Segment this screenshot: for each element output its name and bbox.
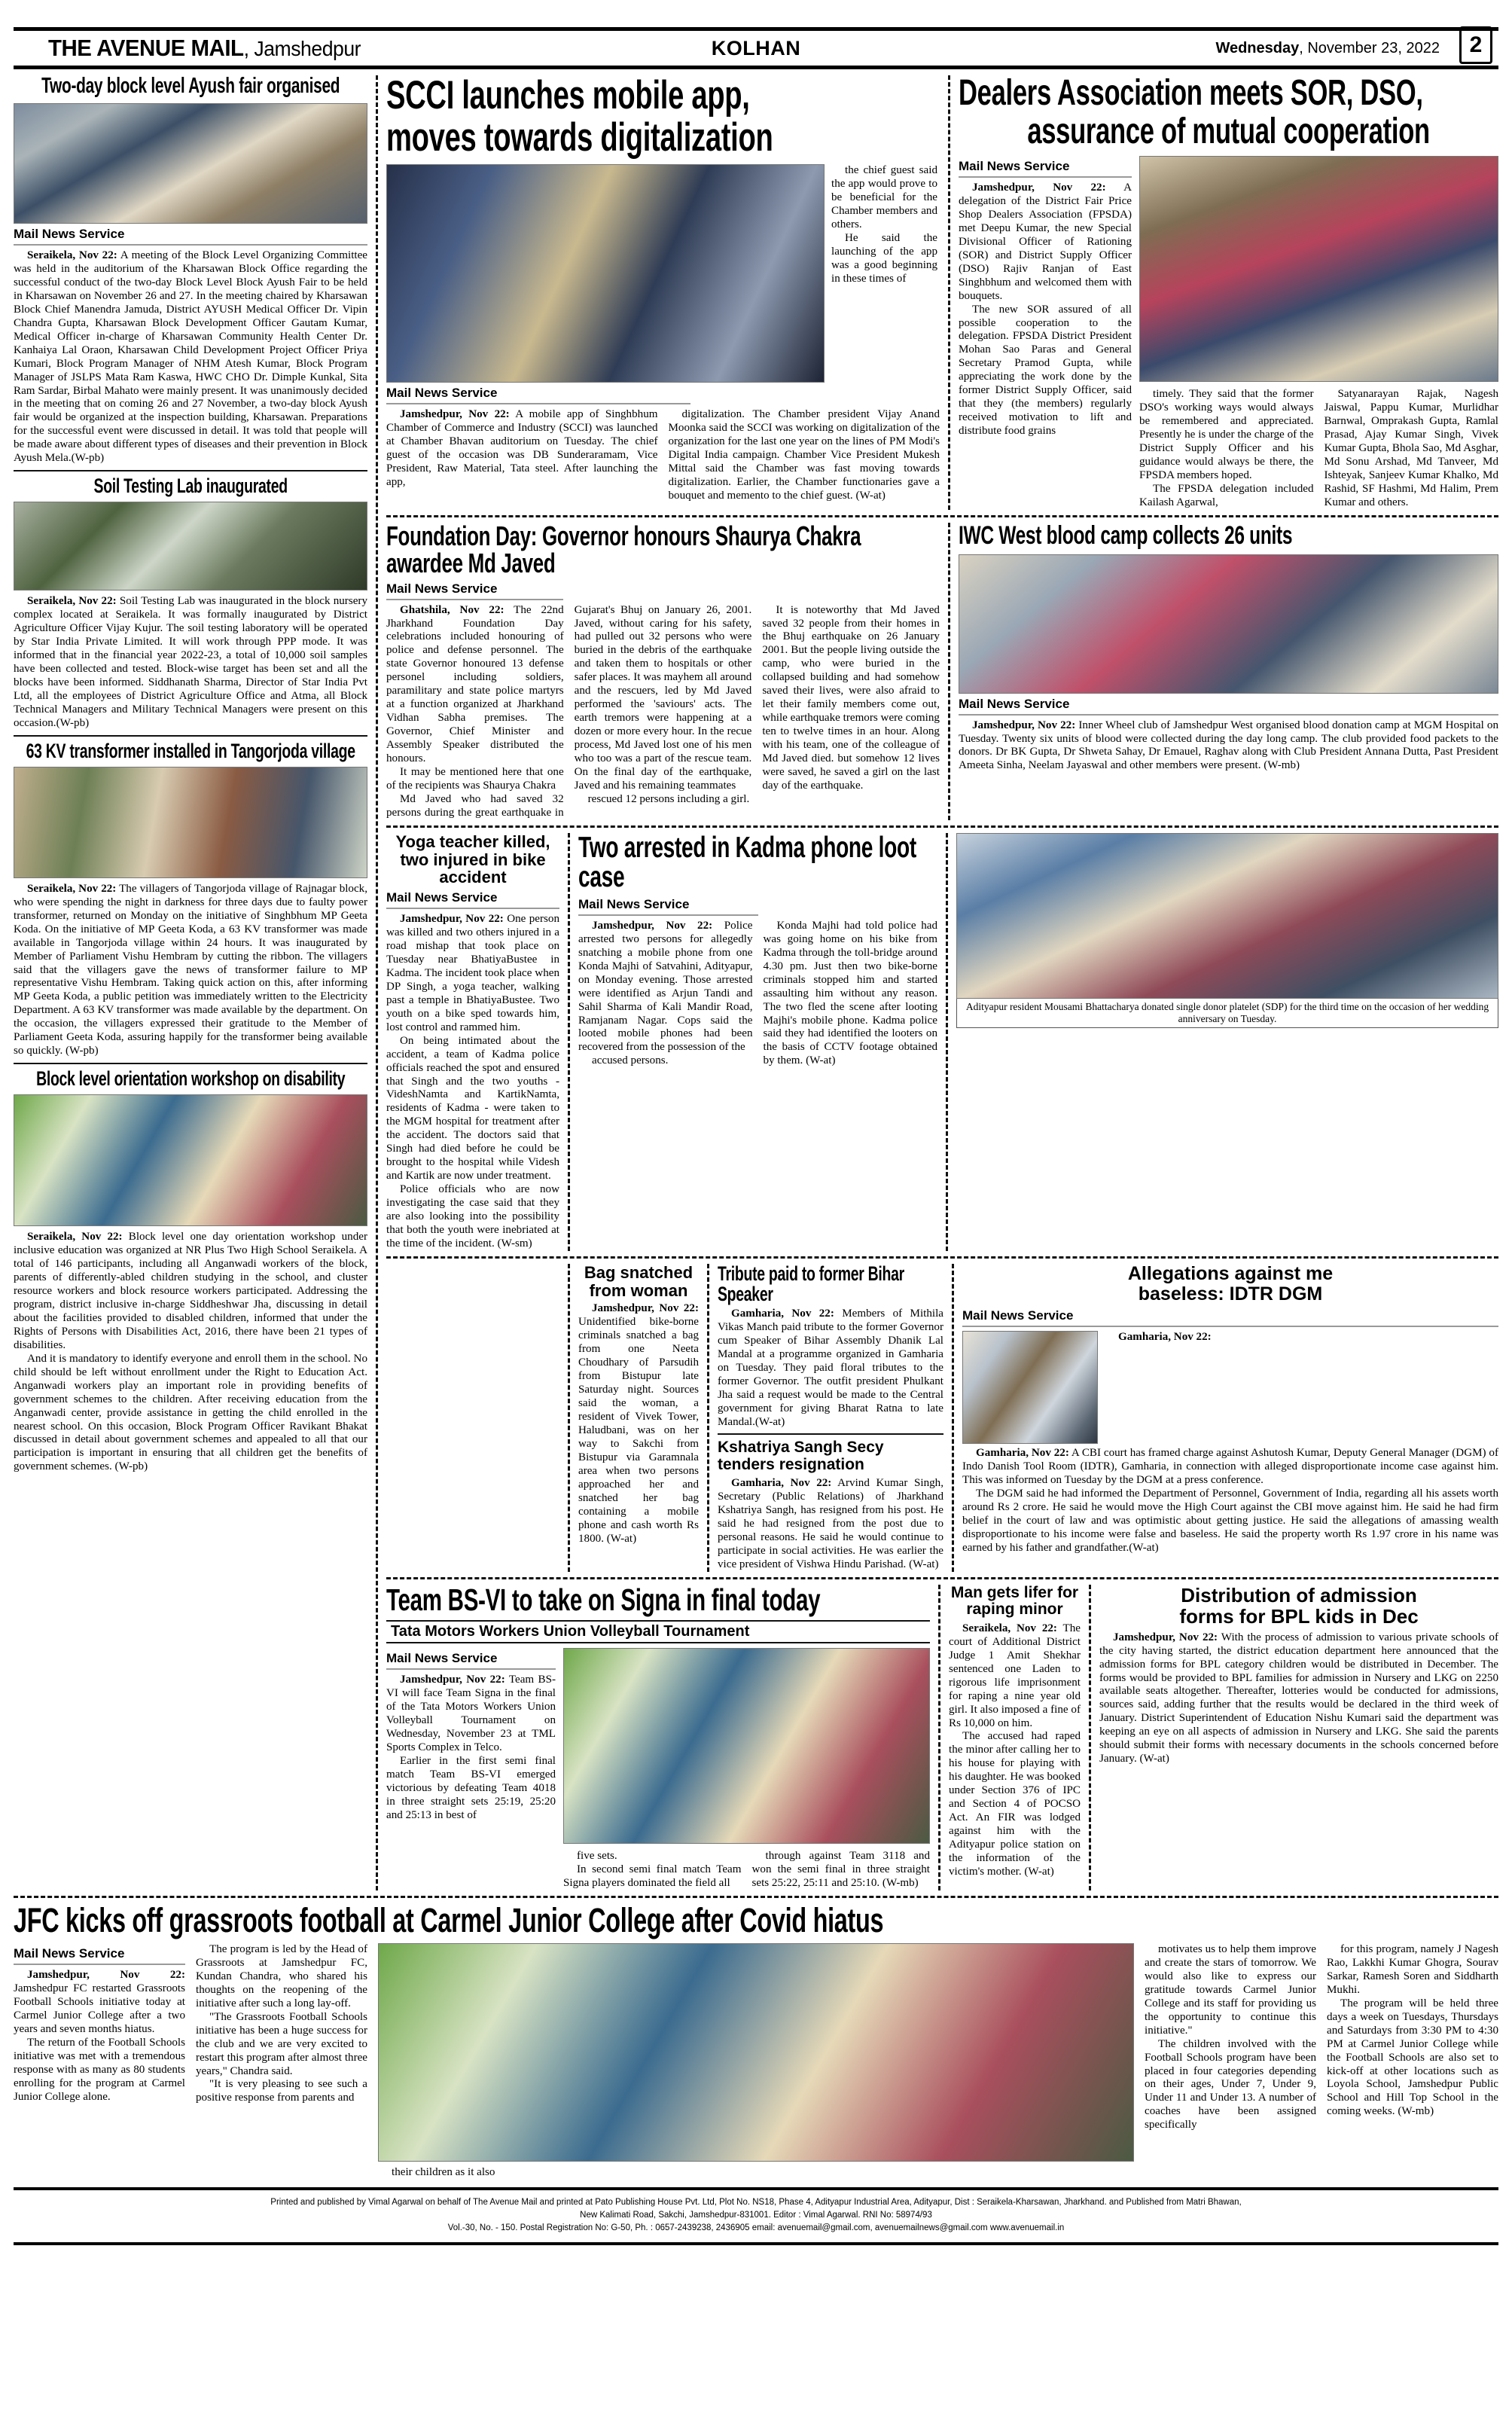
article-kshatriya-body: Gamharia, Nov 22: Arvind Kumar Singh, Secretary (Public Relations) of Jharkhand Kshatriya Sangh, has resigned from his post. He said he had resigned from the post due to personal reasons. He said he would continue to participate in social activities. He was earlier the vice president of Vishwa Hindu Parishad. (W-at) <box>718 1476 943 1570</box>
adityapur-photo-block <box>956 833 1498 1251</box>
section-title: KOLHAN <box>711 36 801 60</box>
divider <box>386 515 1498 517</box>
article-iwc-headline: IWC West blood camp collects 26 units <box>959 520 1293 550</box>
article-iwc-byline: Mail News Service <box>959 696 1070 711</box>
article-iwc-body: Jamshedpur, Nov 22: Inner Wheel club of Jamshedpur West organised blood donation camp at MGM Hospital on Tuesday. Twenty six units of blood were collected during the day long camp. The club provided food packets to the donors. Dr BK Gupta, Dr Shweta Sahay, Dr Emauel, Raghav along with Club President Annana Dutta, Past President Ameeta Sinha, Neelam Jayaswal and other members were present. (W-mb) <box>959 719 1498 772</box>
article-foundation-headline: Foundation Day: Governor honours Shaurya Chakra awardee Md Javed <box>386 520 861 578</box>
article-jfc-byline: Mail News Service <box>14 1945 125 1961</box>
divider <box>718 1433 943 1435</box>
footer-line-3: Vol.-30, No. - 150. Postal Registration No: G-50, Ph. : 0657-2439238, 2436905 email: avenuemail@gmail.com, avenuemailnews@gmail.com www.avenuemail.in <box>447 2223 1065 2233</box>
page-number: 2 <box>1459 26 1492 64</box>
column-divider <box>568 833 570 1251</box>
divider <box>14 1964 185 1965</box>
article-dealers-headline-line2: assurance of mutual cooperation <box>1027 111 1430 151</box>
article-yoga-headline: Yoga teacher killed, two injured in bike accident <box>395 832 550 887</box>
article-tribute <box>718 1264 943 1430</box>
article-tribute-body: Gamharia, Nov 22: Members of Mithila Vikas Manch paid tribute to the former Governor cum Speaker of Bihar Assembly Dhanik Lal Mandal at a programme organized in Gamharia on Tuesday. They paid floral tributes to the former Governor. The outfit president Phulkant Jha said a request would be made to the Central government for giving Bharat Ratna to late Mandal.(W-at) <box>718 1307 943 1428</box>
article-rape-body: Seraikela, Nov 22: The court of Additional District Judge 1 Amit Shekhar sentenced one Laden to rigorous life imprisonment for raping a nine year old girl. It also imposed a fine of Rs 10,000 on him. The accused had raped the minor after calling her to his house for playing with his daughter. He was booked under Section 376 of IPC and Section 4 of POCSO Act. An FIR was lodged against him with the Adityapur police station on the information of the victim's mother. (W-at) <box>949 1622 1081 1878</box>
article-idtr-body-a: Gamharia, Nov 22: <box>1118 1330 1212 1343</box>
article-transformer <box>14 741 367 1058</box>
column-divider <box>948 523 950 820</box>
article-iwc <box>959 520 1498 820</box>
article-scci-wrap-text: the chief guest said the app would prove to be beneficial for the Chamber members and others. He said the launching of the app was a good beginning in these times of <box>831 164 937 285</box>
column-divider <box>948 75 950 510</box>
article-jfc <box>14 1900 1498 2180</box>
article-dealers-col1: Jamshedpur, Nov 22: A delegation of the District Fair Price Shop Dealers Association (FPSDA) met Deepu Kumar, the new Special Divisional Officer of Rationing (SOR) and District Supply Officer (DSO) Rajiv Ranjan of East Singhbhum and welcomed them with bouquets. The new SOR assured of all possible cooperation to the delegation. FPSDA District President Mohan Sao Paras and General Secretary Pramod Gupta, while appreciating the work done by the former District Supply Officer, said that they (the members) regularly received motivation to lift and distribute food grains <box>959 182 1132 438</box>
article-bpl-headline <box>1099 1585 1498 1627</box>
publication-date <box>1215 40 1440 57</box>
column-divider <box>568 1264 570 1572</box>
article-bpl-headline-line1: Distribution of admission <box>1181 1583 1417 1607</box>
article-rape <box>949 1585 1081 1890</box>
article-disability-body: Seraikela, Nov 22: Block level one day orientation workshop under inclusive education was organized at NR Plus Two High School Seraikela. A total of 146 participants, including all Anganwadi workers of the block, parents of differently-abled children studying in the school, and cluster resource workers and block resource workers participated. Addressing the program, district inclusive in-charge Siddheshwar Jha, discussing in detail about the facilities provided to disabled children, informed that under the Rights of Persons with Disabilities Act, 2016, there have been 21 types of disabilities. And it is mandatory to identify everyone and enroll them in the school. No child should be left without enrollment under the Right to Education Act. Anganwadi workers play an important role in providing benefits of government schemes to the children. After receiving education from the Anganwadi center, provide assistance in getting the child enrolled in the nearest school. On this occasion, Block Program Officer Ravikant Bhakat discussed in detail about government schemes and appealed to all that our participation is important in ensuring that all children get the benefits of government schemes. (W-pb) <box>14 1231 367 1473</box>
article-rape-headline-line1: Man gets lifer for <box>950 1583 1079 1601</box>
article-scci <box>386 75 940 510</box>
article-bsvi-byline: Mail News Service <box>386 1651 498 1666</box>
band-foundation-iwc <box>386 520 1498 820</box>
column-divider <box>707 1264 709 1572</box>
divider <box>386 403 690 404</box>
divider <box>386 825 1498 828</box>
article-rape-headline <box>949 1585 1081 1619</box>
article-bag <box>578 1264 699 1572</box>
publication-weekday: Wednesday <box>1215 39 1300 56</box>
left-column <box>14 75 367 1890</box>
article-jfc-photo <box>378 1943 1134 2162</box>
article-kadma-byline: Mail News Service <box>578 896 690 911</box>
filler-left-yoga-cont <box>386 1264 559 1572</box>
adityapur-photo-caption: Adityapur resident Mousami Bhattacharya donated single donor platelet (SDP) for the third time on the occasion of her wedding anniversary on Tuesday. <box>956 999 1498 1028</box>
article-transformer-headline: 63 KV transformer installed in Tangorjoda village <box>26 739 355 762</box>
divider <box>386 908 559 909</box>
article-disability-photo <box>14 1094 367 1226</box>
column-divider <box>946 833 948 1251</box>
band-scci-dealers <box>386 75 1498 510</box>
article-dealers-headline-line1: Dealers Association meets SOR, DSO, <box>959 73 1423 113</box>
article-disability-headline: Block level orientation workshop on disability <box>35 1067 346 1091</box>
article-soil <box>14 476 367 731</box>
article-idtr <box>962 1264 1498 1572</box>
band-yoga-kadma <box>386 833 1498 1251</box>
article-scci-body: Jamshedpur, Nov 22: A mobile app of Singhbhum Chamber of Commerce and Industry (SCCI) was launched at Chamber Bhavan auditorium on Tuesday. The chief guest of the occasion was DB Sunderaramam, Vice President, Raw Material, Tata steel. After launching the app, digitalization. The Chamber president Vijay Anand Moonka said the SCCI was working on digitalization of the organization for the last one year on the lines of PM Modi's Digital India campaign. Chamber Vice President Mukesh Mittal said the Chamber was fast moving towards digitalization. Earlier, the Chamber functionaries gave a bouquet and memento to the chief guest. (W-at) <box>386 408 940 502</box>
article-yoga <box>386 833 559 1251</box>
article-dealers-rest: timely. They said that the former DSO's working ways would always be remembered and appreciated. Presently he is under the charge of the District Supply Officer and his guidance would always be there, the FPSDA members hoped. The FPSDA delegation included Kailash Agarwal, Satyanarayan Rajak, Nagesh Jaiswal, Pappu Kumar, Murlidhar Barnwal, Omprakash Gupta, Ramlal Prasad, Ajay Kumar Singh, Vivek Kumar Gupta, Bhola Sao, Md Asghar, Md Sonu Arshad, Md Tanveer, Md Ishteyak, Sanjeev Kumar Khalko, Md Rashid, SF Hashmi, Md Halim, Prem Kumar and others. <box>1139 388 1498 508</box>
adityapur-photo <box>956 833 1498 999</box>
article-idtr-byline: Mail News Service <box>962 1308 1074 1323</box>
middle-right-region <box>386 75 1498 1890</box>
article-ayush-body: Seraikela, Nov 22: A meeting of the Block Level Organizing Committee was held in the auditorium of the Kharsawan Block Office regarding the successful conduct of the two-day Block Level Block Ayush Fair to be held in Kharsawan on November 26 and 27. In the meeting chaired by Kharsawan Block Chief Manendra Jamuda, District AYUSH Medical Officer Dr. Vipin Chandra Gupta, Kharsawan Block Development Officer Gautam Kumar, Medical Officer in-charge of Kharsawan Community Health Center Dr. Kanhaiya Lal Oraon, Kharsawan Child Development Project Officer Priya Kumari, Block Program Manager of NHM Atesh Kumar, Block Program Manager of JSLPS Mata Ram Kaswa, HWC CHO Dr. Dimple Kunkal, Sita Ram Sardar, Birbal Mahato were mainly present. It was unanimously decided in the meeting that on coming 26 and 27 November, a two-day block Ayush fair would be organized at the inspection building, Kharsawan. Preparations for the successful event were discussed in detail. It was told that people will be made aware about different types of diseases and their prevention in Block Ayush Mela.(W-pb) <box>14 249 367 465</box>
article-bag-body: Jamshedpur, Nov 22: Unidentified bike-borne criminals snatched a bag from one Neeta Choudhary of Parsudih from Bistupur late Saturday night. Sources said the woman, a resident of Vivek Tower, Haludbani, was on her way to Sakchi from Bistupur via Garamnala area when two persons approached her and snatched her bag containing a mobile phone and cash worth Rs 1800. (W-at) <box>578 1302 699 1545</box>
article-foundation-byline: Mail News Service <box>386 581 498 596</box>
divider <box>14 1896 1498 1898</box>
article-jfc-col1: Jamshedpur, Nov 22: Jamshedpur FC restarted Grassroots Football Schools initiative today at Carmel Junior College after a two years and seven months hiatus. The return of the Football Schools initiative was met with a tremendous response with as many as 80 students enrolling for the program at Carmel Junior College alone. <box>14 1968 185 2103</box>
article-scci-headline-line2: moves towards digitalization <box>386 115 773 160</box>
article-kadma-body: Jamshedpur, Nov 22: Police arrested two persons for allegedly snatching a mobile phone from one Konda Majhi of Satvahini, Adityapur, on Monday evening. Those arrested were identified as Arjun Tandi and Sahil Sharma of Kali Mandir Road, Ramjanam Nagar. Cops said the looted mobile phones had been recovered from the possession of the accused persons. Konda Majhi had told police had was going home on his bike from Kadma through the toll-bridge around 4.30 pm. Just then two bike-borne criminals stopped him and started assaulting him without any reason. The two fled the scene after looting Majhi's mobile phone. Kadma police said they had identified the looters on the basis of CCTV footage obtained by them. (W-at) <box>578 919 937 1067</box>
article-bsvi-rest: five sets. In second semi final match Team Signa players dominated the field all through against Team 3118 and won the semi final in three straight sets 25:22, 25:11 and 25:10. (W-mb) <box>563 1850 930 1889</box>
article-idtr-headline-line1: Allegations against me <box>1127 1262 1334 1284</box>
article-tribute-group <box>718 1264 943 1572</box>
column-divider <box>952 1264 954 1572</box>
article-idtr-photo <box>962 1331 1098 1444</box>
masthead <box>14 27 1498 69</box>
footer-line-1: Printed and published by Vimal Agarwal on behalf of The Avenue Mail and printed at Pato Publishing House Pvt. Ltd, Plot No. NS18, Phase 4, Adityapur Industrial Area, Adityapur, Dist : Seraikela-Kharsawan, Jharkhand. and Published from Matri Bhawan, <box>270 2197 1242 2207</box>
article-transformer-body: Seraikela, Nov 22: The villagers of Tangorjoda village of Rajnagar block, who were spending the night in darkness for three days due to faulty power transformer, returned on Monday on the initiative of Singhbhum MP Geeta Koda. On the initiative of MP Geeta Koda, a 63 KV transformer was made available in Tangorjoda village within 24 hours. It was inaugurated by Member of Parliament Vishu Hembram by cutting the ribbon. The villagers said that the villagers gave the news of transformer failure to MP representative Vishu Hembram. Taking quick action on this, after informing MP Geeta Koda, a public petition was immediately written to the Electricity Department. A 63 KV transformer was made available by the department. On the occasion, the villagers expressed their gratitude to the Member of Parliament Geeta Koda, assuring happily for the transformer being available so quickly. (W-pb) <box>14 882 367 1057</box>
band-top <box>14 75 1498 1890</box>
article-bag-headline-line2: from woman <box>589 1280 688 1300</box>
article-jfc-headline: JFC kicks off grassroots football at Carmel Junior College after Covid hiatus <box>14 1900 884 1939</box>
divider <box>386 1256 1498 1259</box>
article-scci-byline: Mail News Service <box>386 386 498 400</box>
article-kadma-headline: Two arrested in Kadma phone loot case <box>578 831 916 893</box>
article-kshatriya <box>718 1439 943 1571</box>
publication-title <box>48 35 361 62</box>
article-yoga-byline: Mail News Service <box>386 890 498 905</box>
divider <box>14 244 367 246</box>
article-ayush-byline: Mail News Service <box>14 227 125 241</box>
article-bsvi-col1: Jamshedpur, Nov 22: Team BS-VI will face Team Signa in the final of the Tata Motors Workers Union Volleyball Tournament on Wednesday, November 23 at TML Sports Complex in Telco. Earlier in the first semi final match Team BS-VI emerged victorious by defeating Team 4018 in three straight sets 25:19, 25:20 and 25:13 in best of <box>386 1674 556 1821</box>
article-yoga-body: Jamshedpur, Nov 22: One person was killed and two others injured in a road mishap that took place on Tuesday near BhatiyaBustee in Kadma. The incident took place when DP Singh, a yoga teacher, walking past a temple in BhatiyaBustee. Two youth on a bike sped towards him, lost control and rammed him. On being intimated about the accident, a team of Kadma police officials reached the spot and ensured that Singh and the two youths - VideshNamta and KartikNamta, residents of Kadma - were taken to the MGM hospital for treatment after the accident. The doctors said that Singh had died before he could be brought to the hospital while Videsh and Kartik are now under treatment. Police officials who are now investigating the case said that they are also looking into the possibility that both the youth were inebriated at the time of the incident. (W-sm) <box>386 913 559 1250</box>
article-bpl-body: Jamshedpur, Nov 22: With the process of admission to various private schools of the city having started, the district education department here announced that the admission forms for BPL category children would be distributed in December. The forms would be provided to BPL families for admission in Nursery and LKG on 2250 available seats altogether. Thereafter, lotteries would be conducted for admissions, sources said, adding further that the results would be declared in the third week of January. District Superintendent of Education Nishu Kumari said the department was keeping an eye on all aspects of admission in Nursery and LKG. She said the parents should submit their forms with necessary documents in the schools concerned before January. (W-at) <box>1099 1631 1498 1765</box>
article-dealers <box>959 75 1498 510</box>
article-jfc-col5: for this program, namely J Nagesh Rao, Lakkhi Kumar Ghogra, Sourav Sarkar, Ramesh Soren and Siddharth Mukhi. The program will be held three days a week on Tuesdays, Thursdays and Saturdays from 3:30 PM to 4:30 PM at Carmel Junior College while the Football Schools are also set to kick-off at other locations such as Loyola School, Jamshedpur Public School and Hill Top School in the coming weeks. (W-mb) <box>1327 1942 1498 2118</box>
divider <box>959 714 1498 716</box>
article-bag-headline <box>578 1264 699 1300</box>
band-bag-tribute-idtr <box>386 1264 1498 1572</box>
article-bsvi-headline: Team BS-VI to take on Signa in final today <box>386 1582 821 1617</box>
article-idtr-headline <box>962 1264 1498 1305</box>
article-jfc-col3: their children as it also <box>392 2165 495 2178</box>
divider <box>386 1668 556 1670</box>
article-ayush-photo <box>14 103 367 224</box>
newspaper-page <box>0 27 1512 2429</box>
article-kadma <box>578 833 937 1251</box>
article-transformer-photo <box>14 767 367 878</box>
article-bpl-headline-line2: forms for BPL kids in Dec <box>1179 1604 1419 1628</box>
divider <box>386 1577 1498 1579</box>
article-dealers-byline: Mail News Service <box>959 159 1070 173</box>
article-bpl <box>1099 1585 1498 1890</box>
column-divider <box>376 75 378 1890</box>
article-soil-headline: Soil Testing Lab inaugurated <box>93 475 288 498</box>
article-idtr-body: Gamharia, Nov 22: A CBI court has framed charge against Ashutosh Kumar, Deputy General Manager (DGM) of Indo Danish Tool Room (IDTR), Gamharia, in connection with alleged disproportionate income case against him. This was informed on Tuesday by the DGM at a press conference. The DGM said he had informed the Department of Personnel, Government of India, regarding all his assets worth around Rs 2 crore. He said he would move the High Court against the CBI move against him. He said he had firm belief in the court of law and was optimistic about getting justice. He said the allegations of amassing wealth disproportionate to his income were false and baseless. He said the property worth Rs 1.97 crore in his name was earned by his father and grandfather.(W-at) <box>962 1446 1498 1554</box>
article-tribute-headline: Tribute paid to former Bihar Speaker <box>718 1262 904 1305</box>
article-kshatriya-headline: Kshatriya Sangh Secy tenders resignation <box>718 1439 884 1474</box>
publication-city: , Jamshedpur <box>243 37 361 60</box>
article-jfc-col4: motivates us to help them improve and create the stars of tomorrow. We would also like to express our gratitude towards Carmel Junior College and its staff for providing us the opportunity to continue this initiative." The children involved with the Football Schools program have been placed in four categories depending on their ages, Under 7, Under 9, Under 11 and Under 13. A number of coaches have been assigned specifically <box>1145 1942 1316 2131</box>
article-disability <box>14 1069 367 1474</box>
divider <box>14 470 367 471</box>
divider <box>959 176 1132 178</box>
article-soil-body: Seraikela, Nov 22: Soil Testing Lab was inaugurated in the block nursery complex located at Seraikela. It was formally inaugurated by District Agriculture Officer Vijay Kujur. The soil testing laboratory will be operated by Star India Private Limited. It will work through PPP mode. It was informed that in the financial year 2022-23, a total of 10,000 soil samples have been collected and tested. Block-wise target has been set and all the blocks have been informed. Siddhanath Sharma, Director of Star India Pvt Ltd, all the employees of District Agriculture Office and Atma, all Block Technical Managers and Military Technical Managers were present on this occasion.(W-pb) <box>14 595 367 729</box>
divider <box>386 599 563 600</box>
article-iwc-photo <box>959 554 1498 694</box>
article-scci-headline-line1: SCCI launches mobile app, <box>386 73 750 117</box>
article-bsvi-photo <box>563 1648 930 1844</box>
band-bsvi-rape-bpl <box>386 1582 1498 1890</box>
publication-datepart: , November 23, 2022 <box>1299 39 1440 56</box>
column-divider <box>938 1585 940 1890</box>
footer-line-2: New Kalimati Road, Sakchi, Jamshedpur-831001. Editor : Vimal Agarwal. RNI No: 58974/93 <box>580 2211 932 2220</box>
article-foundation-body: Ghatshila, Nov 22: The 22nd Jharkhand Foundation Day celebrations included honouring of police and defense personnel. The state Governor honoured 13 defense personel including soldiers, paramilitary and state police martyrs at a function organized at Jharkhand Vidhan Sabha premises. The Governor, Chief Minister and Assembly Speaker distributed the honours. It may be mentioned here that one of the recipients was Shaurya Chakra Md Javed who had saved 32 persons during the great earthquake in Gujarat's Bhuj on January 26, 2001. Javed, without caring for his safety, had pulled out 32 persons who were buried in the debris of the earthquake and taken them to hospitals or other safer places. It was mayhem all around and the rescuers, led by Md Javed performed the 'saviours' acts. The earth tremors were happening at a dozen or more every hour. In the recue process, Md Javed lost one of his men who too was a part of the rescue team. On the final day of the earthquake, Javed and his remaining teammates rescued 12 persons including a girl. It is noteworthy that Md Javed saved 32 people from their homes in the Bhuj earthquake on 26 January 2001. But the people living outside the camp, who were buried in the collapsed building and had somehow saved their lives, were also afraid to let their family members come out, while earthquake tremors were coming ten to twelve times in an hour. Along with his team, one of the colleague of Md Javed died. but somehow 12 lives were saved, he saved a girl on the last day of the earthquake. <box>386 603 940 819</box>
article-scci-photo <box>386 164 825 383</box>
article-ayush <box>14 75 367 465</box>
article-bag-headline-line1: Bag snatched <box>584 1262 694 1282</box>
divider <box>14 735 367 737</box>
divider <box>962 1326 1498 1327</box>
divider <box>14 1063 367 1064</box>
article-ayush-headline: Two-day block level Ayush fair organised <box>41 74 340 98</box>
publication-name: THE AVENUE MAIL <box>48 35 244 61</box>
article-bsvi <box>386 1582 930 1890</box>
article-dealers-photo <box>1139 156 1498 382</box>
article-idtr-headline-line2: baseless: IDTR DGM <box>1138 1283 1323 1305</box>
article-foundation <box>386 520 940 820</box>
article-bsvi-subhead: Tata Motors Workers Union Volleyball Tournament <box>386 1620 930 1644</box>
column-divider <box>1089 1585 1091 1890</box>
page-footer <box>14 2187 1498 2245</box>
divider <box>578 914 758 916</box>
article-jfc-col2: The program is led by the Head of Grassroots at Jamshedpur FC, Kundan Chandra, who shared his thoughts on the reopening of the initiative after such a long lay-off. "The Grassroots Football Schools initiative has been a huge success for the club and we are very excited to restart this program after almost three years," Chandra said. "It is very pleasing to see such a positive response from parents and <box>196 1942 367 2104</box>
article-soil-photo <box>14 502 367 590</box>
article-rape-headline-line2: raping minor <box>966 1601 1063 1619</box>
